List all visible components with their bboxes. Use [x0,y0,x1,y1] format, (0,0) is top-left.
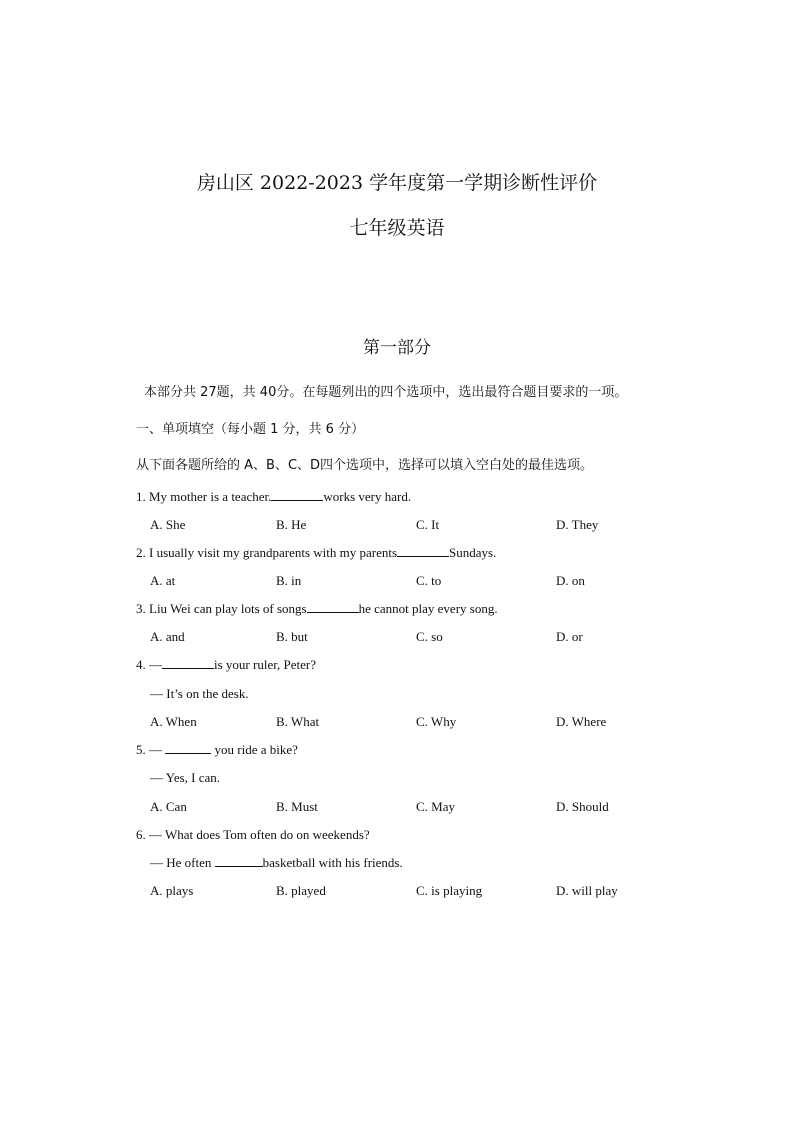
question-6-options [150,883,670,901]
question-4-reply: — It’s on the desk. [150,686,249,701]
option-d: D. Where [556,714,607,729]
question-4-options [150,714,670,732]
option-d: D. on [556,573,585,588]
option-c: C. It [416,517,440,532]
question-text: 4. — [136,657,162,672]
option-b: B. in [276,573,302,588]
option-c: C. Why [416,714,457,729]
question-1 [136,489,411,505]
question-text: — He often [150,855,215,870]
option-c: C. is playing [416,883,483,898]
option-d: D. or [556,629,583,644]
option-c: C. May [416,799,455,814]
question-4 [136,657,316,673]
part-intro: 本部分共 27题，共 40分。在每题列出的四个选项中，选出最符合题目要求的一项。 [144,385,628,400]
option-b: B. but [276,629,308,644]
exam-title: 房山区 2022-2023 学年度第一学期诊断性评价 [196,172,598,194]
option-c: C. to [416,573,442,588]
question-text: 5. — [136,742,166,757]
answer-blank [271,489,323,501]
option-a: A. She [150,517,186,532]
question-1-options [150,517,670,535]
answer-blank [397,545,449,557]
question-text: basketball with his friends. [262,855,403,870]
section-instruction: 从下面各题所给的 A、B、C、D四个选项中，选择可以填入空白处的最佳选项。 [136,458,594,473]
option-d: D. Should [556,799,609,814]
section-title: 一、单项填空（每小题 1 分，共 6 分） [136,422,365,437]
option-d: D. They [556,517,599,532]
option-a: A. When [150,714,197,729]
question-2 [136,545,496,561]
question-3 [136,601,498,617]
question-2-options [150,573,670,591]
answer-blank [165,742,211,754]
question-text: Sundays. [449,545,497,560]
question-6: 6. — What does Tom often do on weekends? [136,827,370,842]
question-text: 1. My mother is a teacher. [136,489,272,504]
question-text: is your ruler, Peter? [214,657,317,672]
question-text: 2. I usually visit my grandparents with my parents [136,545,398,560]
question-text: 3. Liu Wei can play lots of songs [136,601,307,616]
question-text: he cannot play every song. [358,601,498,616]
option-a: A. Can [150,799,187,814]
question-3-options [150,629,670,647]
question-5-reply: — Yes, I can. [150,770,221,785]
question-text: works very hard. [323,489,412,504]
option-b: B. played [276,883,326,898]
question-5-options [150,799,670,817]
option-a: A. at [150,573,176,588]
option-a: A. plays [150,883,194,898]
option-d: D. will play [556,883,618,898]
option-b: B. What [276,714,320,729]
question-text: you ride a bike? [211,742,298,757]
part-heading: 第一部分 [363,338,431,358]
answer-blank [215,855,263,867]
exam-subtitle: 七年级英语 [349,217,445,239]
option-b: B. He [276,517,307,532]
answer-blank [162,657,214,669]
answer-blank [307,601,359,613]
option-c: C. so [416,629,443,644]
option-b: B. Must [276,799,318,814]
question-6-reply [150,855,403,871]
option-a: A. and [150,629,185,644]
question-5 [136,742,298,758]
